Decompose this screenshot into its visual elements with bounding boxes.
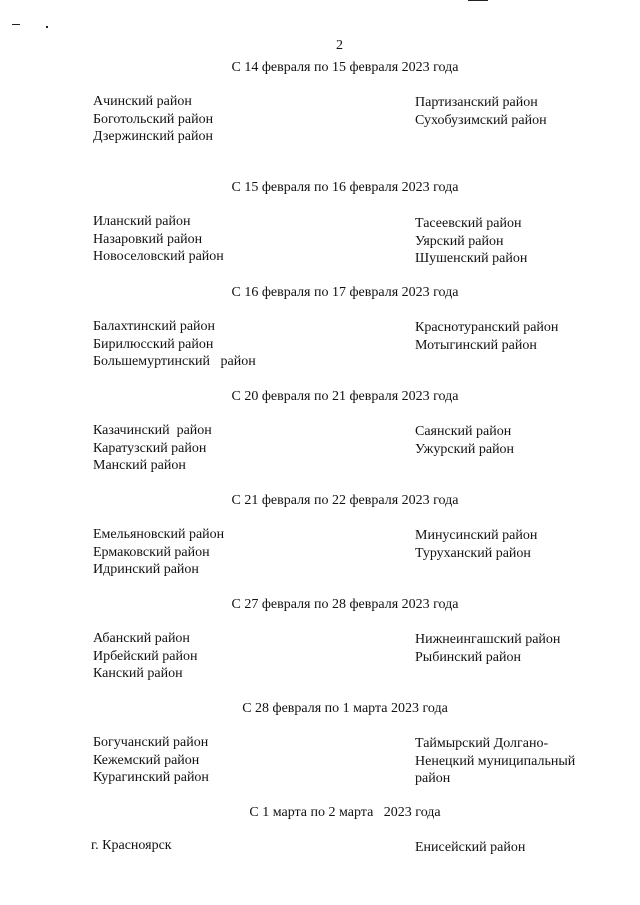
district-item: Мотыгинский район — [415, 337, 537, 353]
district-item: Ирбейский район — [93, 648, 198, 664]
district-item: Боготольский район — [93, 111, 214, 127]
district-item: Уярский район — [415, 233, 504, 249]
district-item: Балахтинский район — [93, 319, 216, 334]
district-item: Идринский район — [93, 562, 199, 577]
district-list-left — [93, 318, 256, 371]
district-item: Нижнеингашский район — [415, 632, 561, 647]
district-item: Канский район — [93, 666, 183, 681]
district-item: Казачинский район — [93, 423, 212, 438]
district-list-left — [93, 213, 224, 266]
district-list-left — [91, 837, 172, 855]
district-item: Партизанский район — [415, 95, 538, 110]
district-item: Саянский район — [415, 424, 512, 439]
district-list-left — [93, 630, 197, 683]
scan-mark-dot — [46, 26, 48, 28]
date-range-heading: С 27 февраля по 28 февраля 2023 года — [231, 597, 459, 612]
district-list-left — [93, 526, 224, 579]
district-item: Дзержинский район — [93, 129, 213, 144]
date-range-heading: С 21 февраля по 22 февраля 2023 года — [231, 493, 459, 508]
date-range-heading: С 16 февраля по 17 февраля 2023 года — [231, 285, 459, 300]
district-item: Новоселовский район — [93, 249, 224, 264]
district-item: Ермаковский район — [93, 544, 210, 560]
district-list-right — [415, 319, 558, 354]
district-item: Манский район — [93, 458, 186, 473]
district-item: Курагинский район — [93, 770, 209, 785]
district-list-right — [415, 735, 575, 788]
district-item: Тасеевский район — [415, 216, 522, 231]
district-list-right — [415, 215, 527, 268]
district-list-right — [415, 423, 514, 458]
district-item: Минусинский район — [415, 528, 538, 543]
district-item: Кежемский район — [93, 752, 200, 768]
district-item: Ужурский район — [415, 441, 515, 457]
date-range-heading: С 28 февраля по 1 марта 2023 года — [242, 701, 448, 716]
date-range-heading: С 15 февраля по 16 февраля 2023 года — [231, 180, 459, 195]
district-list-right — [415, 839, 525, 857]
district-item: Богучанский район — [93, 735, 209, 750]
district-item: Таймырский Долгано- — [415, 736, 549, 751]
district-item: Ненецкий муниципальный — [415, 753, 576, 769]
district-item: Абанский район — [93, 631, 190, 646]
district-list-right — [415, 527, 537, 562]
page-number: 2 — [336, 38, 343, 53]
district-item: Иланский район — [93, 214, 191, 229]
district-item: Туруханский район — [415, 545, 531, 561]
district-item: Рыбинский район — [415, 649, 521, 665]
district-item: Краснотуранский район — [415, 320, 559, 335]
district-list-left — [93, 93, 213, 146]
district-list-left — [93, 422, 212, 475]
district-item: Емельяновский район — [93, 527, 225, 542]
date-range-heading: С 20 февраля по 21 февраля 2023 года — [231, 389, 459, 404]
scan-mark-top-left — [12, 24, 20, 25]
date-range-heading: С 1 марта по 2 марта 2023 года — [249, 805, 441, 820]
district-list-left — [93, 734, 209, 787]
district-item: Ачинский район — [93, 94, 192, 109]
district-item: Большемуртинский район — [93, 354, 256, 369]
district-item: Шушенский район — [415, 251, 528, 266]
district-item: Каратузский район — [93, 440, 207, 456]
date-range-heading: С 14 февраля по 15 февраля 2023 года — [231, 60, 459, 75]
scan-mark-top-right — [468, 0, 488, 1]
district-item: Назаровкий район — [93, 231, 203, 247]
district-item: район — [415, 771, 451, 786]
district-list-right — [415, 94, 547, 129]
district-item: Бирилюсский район — [93, 336, 214, 352]
district-item: г. Красноярск — [91, 838, 172, 853]
district-item: Сухобузимский район — [415, 112, 547, 128]
district-list-right — [415, 631, 560, 666]
district-item: Енисейский район — [415, 840, 526, 855]
